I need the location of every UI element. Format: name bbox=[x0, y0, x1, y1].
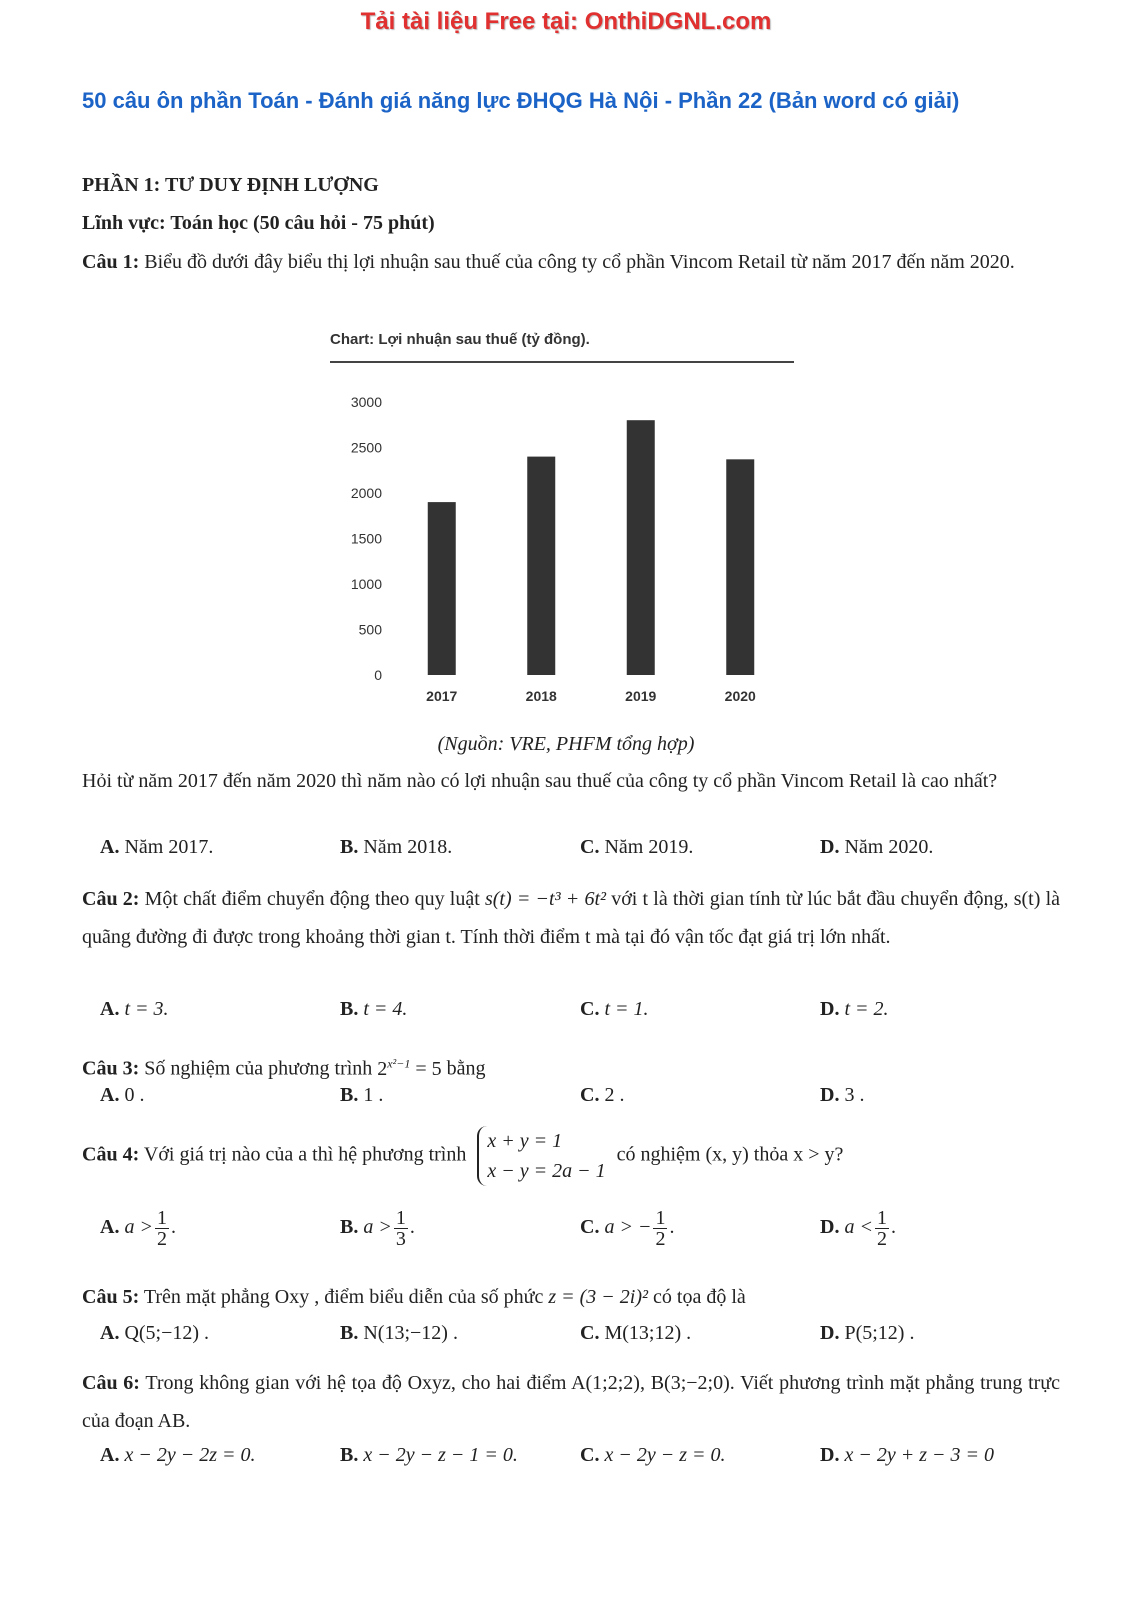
section-heading: PHẦN 1: TƯ DUY ĐỊNH LƯỢNG bbox=[82, 174, 379, 196]
option-d[interactable]: D. x − 2y + z − 3 = 0 bbox=[820, 1444, 994, 1466]
question-label: Câu 5: bbox=[82, 1286, 140, 1308]
motion-formula: s(t) = −t³ + 6t² bbox=[484, 888, 606, 910]
question-5 bbox=[82, 1278, 1060, 1316]
question-text: Một chất điểm chuyển động theo quy luật bbox=[144, 888, 480, 910]
option-c[interactable]: C. a > − $\frac{1}{2}$ . bbox=[580, 1207, 675, 1250]
option-c[interactable]: C. 2 . bbox=[580, 1084, 625, 1106]
question-label: Câu 1: bbox=[82, 251, 140, 273]
document-title: 50 câu ôn phần Toán - Đánh giá năng lực ĐHQG Hà Nội - Phần 22 (Bản word có giải) bbox=[82, 88, 960, 113]
equation-system bbox=[477, 1126, 605, 1186]
option-a[interactable]: A. t = 3. bbox=[100, 998, 169, 1020]
option-b[interactable]: B. x − 2y − z − 1 = 0. bbox=[340, 1444, 518, 1466]
bar-2018 bbox=[527, 457, 555, 675]
chart-svg bbox=[330, 330, 810, 720]
y-tick-label: 500 bbox=[358, 621, 382, 638]
question-text-continued: có nghiệm (x, y) thỏa x > y? bbox=[616, 1143, 844, 1166]
option-d[interactable]: D. Năm 2020. bbox=[820, 836, 934, 858]
question-text-continued: có tọa độ là bbox=[653, 1286, 746, 1308]
question-label: Câu 6: bbox=[82, 1372, 140, 1394]
x-tick-label: 2018 bbox=[525, 688, 557, 704]
question-text: Số nghiệm của phương trình bbox=[144, 1057, 373, 1080]
chart-source: (Nguồn: VRE, PHFM tổng hợp) bbox=[437, 733, 695, 755]
question-1 bbox=[82, 243, 1060, 281]
complex-number-formula: z = (3 − 2i)² bbox=[548, 1286, 649, 1308]
question-6-options bbox=[100, 1444, 1060, 1484]
bar-2019 bbox=[627, 420, 655, 675]
question-2 bbox=[82, 880, 1060, 956]
option-c[interactable]: C. Năm 2019. bbox=[580, 836, 694, 858]
question-text-continued: với t là thời gian tính từ lúc bắt đầu chuyển động, s(t) là quãng đường đi được trong khoảng thời gian t. Tính thời điểm t mà tại đó vận tốc đạt giá trị lớn nhất. bbox=[82, 888, 1061, 948]
chart-title: Chart: Lợi nhuận sau thuế (tỷ đồng). bbox=[330, 331, 590, 348]
field-heading: Lĩnh vực: Toán học (50 câu hỏi - 75 phút) bbox=[82, 212, 435, 234]
option-a[interactable]: A. 0 . bbox=[100, 1084, 145, 1106]
question-text: Với giá trị nào của a thì hệ phương trình bbox=[143, 1143, 467, 1166]
y-tick-label: 2500 bbox=[350, 439, 382, 456]
question-1-options bbox=[100, 836, 1060, 876]
download-banner-link[interactable]: Tải tài liệu Free tại: OnthiDGNL.com bbox=[360, 8, 772, 35]
y-tick-label: 3000 bbox=[350, 394, 382, 410]
option-b[interactable]: B. Năm 2018. bbox=[340, 836, 453, 858]
option-c[interactable]: C. x − 2y − z = 0. bbox=[580, 1444, 726, 1466]
question-text: Trên mặt phẳng Oxy , điểm biểu diễn của số phức bbox=[143, 1286, 544, 1308]
x-tick-label: 2017 bbox=[426, 688, 458, 704]
question-4-options bbox=[100, 1208, 1060, 1268]
question-2-options bbox=[100, 998, 1060, 1038]
option-b[interactable]: B. 1 . bbox=[340, 1084, 384, 1106]
question-6 bbox=[82, 1364, 1060, 1440]
bar-2017 bbox=[428, 502, 456, 675]
question-3-options bbox=[100, 1084, 1060, 1124]
question-text: Trong không gian với hệ tọa độ Oxyz, cho hai điểm A(1;2;2), B(3;−2;0). Viết phương trình mặt phẳng trung trực của đoạn AB. bbox=[82, 1372, 1061, 1432]
option-a[interactable]: A. a > $\frac{1}{2}$ . bbox=[100, 1207, 176, 1250]
x-tick-label: 2019 bbox=[625, 688, 657, 704]
question-5-options bbox=[100, 1322, 1060, 1362]
x-tick-label: 2020 bbox=[724, 688, 756, 704]
question-1-prompt: Hỏi từ năm 2017 đến năm 2020 thì năm nào có lợi nhuận sau thuế của công ty cổ phần Vincom Retail là cao nhất? bbox=[82, 770, 998, 792]
equation-1: x + y = 1 bbox=[487, 1130, 563, 1152]
y-tick-label: 1000 bbox=[350, 576, 382, 592]
y-tick-label: 0 bbox=[374, 667, 382, 683]
option-d[interactable]: D. P(5;12) . bbox=[820, 1322, 915, 1344]
question-text-continued: bằng bbox=[446, 1057, 486, 1080]
question-4 bbox=[82, 1126, 1060, 1186]
y-tick-label: 1500 bbox=[350, 530, 382, 547]
equation-2: x − y = 2a − 1 bbox=[487, 1160, 606, 1182]
y-tick-label: 2000 bbox=[350, 485, 382, 501]
option-d[interactable]: D. 3 . bbox=[820, 1084, 865, 1106]
bar-2020 bbox=[726, 459, 754, 675]
question-label: Câu 4: bbox=[82, 1143, 140, 1166]
option-b[interactable]: B. a > $\frac{1}{3}$ . bbox=[340, 1207, 415, 1250]
option-d[interactable]: D. a < $\frac{1}{2}$ . bbox=[820, 1207, 896, 1250]
question-3 bbox=[82, 1044, 1060, 1088]
question-label: Câu 2: bbox=[82, 888, 140, 910]
question-label: Câu 3: bbox=[82, 1057, 140, 1080]
exponential-equation: $2^{x^2-1} = 5$ bbox=[377, 1056, 442, 1080]
option-d[interactable]: D. t = 2. bbox=[820, 998, 889, 1020]
option-b[interactable]: B. N(13;−12) . bbox=[340, 1322, 458, 1344]
option-a[interactable]: A. x − 2y − 2z = 0. bbox=[100, 1444, 256, 1466]
option-a[interactable]: A. Q(5;−12) . bbox=[100, 1322, 210, 1344]
question-text: Biểu đồ dưới đây biểu thị lợi nhuận sau thuế của công ty cổ phần Vincom Retail từ năm 2017 đến năm 2020. bbox=[144, 251, 1015, 273]
profit-bar-chart bbox=[330, 330, 810, 720]
option-a[interactable]: A. Năm 2017. bbox=[100, 836, 214, 858]
option-c[interactable]: C. M(13;12) . bbox=[580, 1322, 692, 1344]
option-c[interactable]: C. t = 1. bbox=[580, 998, 649, 1020]
option-b[interactable]: B. t = 4. bbox=[340, 998, 408, 1020]
